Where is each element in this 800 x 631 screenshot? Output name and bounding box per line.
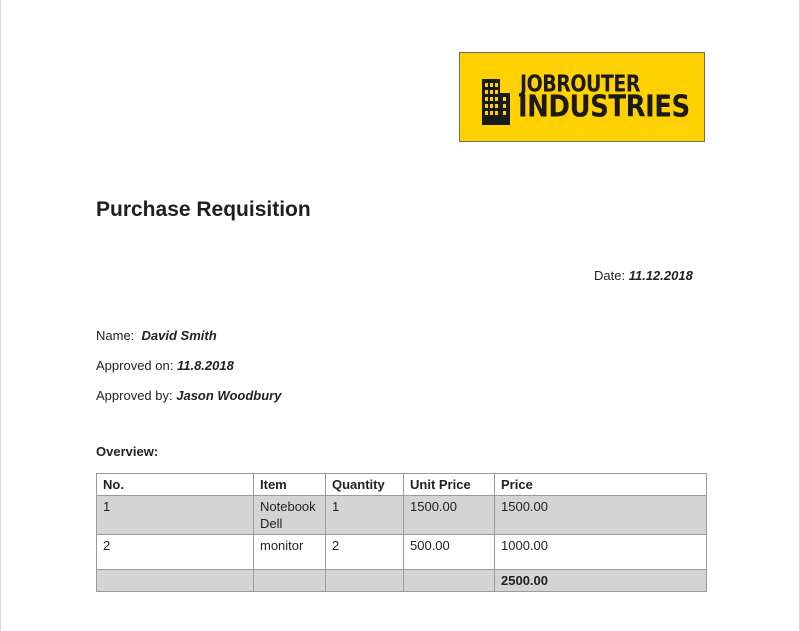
table-row	[97, 496, 707, 535]
approved-by-label: Approved by:	[96, 388, 173, 403]
name-value: David Smith	[141, 328, 217, 343]
approved-on-value: 11.8.2018	[176, 358, 234, 373]
header-unit-price: Unit Price	[404, 474, 495, 496]
page-border-left	[0, 0, 1, 631]
total-empty-cell	[404, 570, 495, 592]
cell-quantity: 2	[326, 535, 404, 570]
approved-on-line	[96, 358, 234, 373]
cell-no: 2	[97, 535, 254, 570]
table-header-row	[97, 474, 707, 496]
cell-price: 1000.00	[495, 535, 707, 570]
name-line	[96, 328, 217, 343]
header-item: Item	[254, 474, 326, 496]
header-price: Price	[495, 474, 707, 496]
approved-by-line	[96, 388, 281, 403]
total-price: 2500.00	[495, 570, 707, 592]
cell-unit-price: 1500.00	[404, 496, 495, 535]
total-empty-cell	[97, 570, 254, 592]
cell-item: Notebook Dell	[254, 496, 326, 535]
date-label: Date:	[594, 268, 626, 283]
date-line	[594, 268, 693, 283]
cell-item: monitor	[254, 535, 326, 570]
cell-price: 1500.00	[495, 496, 707, 535]
document-title: Purchase Requisition	[96, 198, 311, 221]
overview-heading: Overview:	[96, 444, 159, 459]
cell-quantity: 1	[326, 496, 404, 535]
cell-unit-price: 500.00	[404, 535, 495, 570]
name-label: Name:	[96, 328, 135, 343]
total-empty-cell	[326, 570, 404, 592]
header-no: No.	[97, 474, 254, 496]
requisition-table	[96, 473, 707, 592]
logo-text-line1: JOBROUTER	[520, 71, 640, 98]
company-logo	[459, 52, 705, 142]
cell-no: 1	[97, 496, 254, 535]
logo-text-line2: INDUSTRIES	[518, 90, 690, 125]
approved-on-label: Approved on:	[96, 358, 174, 373]
table-total-row	[97, 570, 707, 592]
total-empty-cell	[254, 570, 326, 592]
approved-by-value: Jason Woodbury	[176, 388, 282, 403]
date-value: 11.12.2018	[628, 268, 693, 283]
table-row	[97, 535, 707, 570]
header-quantity: Quantity	[326, 474, 404, 496]
